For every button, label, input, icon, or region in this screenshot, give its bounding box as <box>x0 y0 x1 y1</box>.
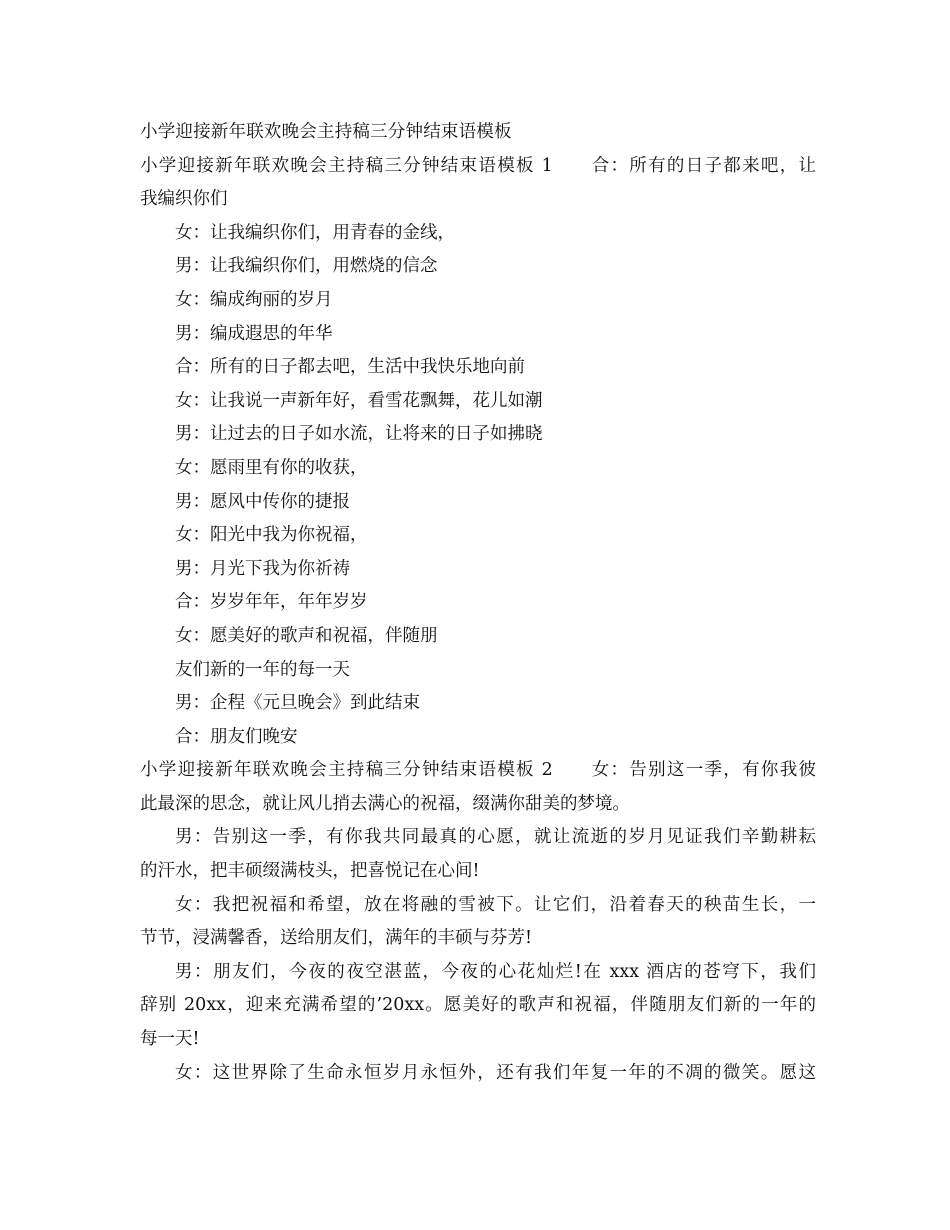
document-title: 小学迎接新年联欢晚会主持稿三分钟结束语模板 <box>140 122 512 142</box>
document-body <box>140 116 816 1090</box>
dialogue-line: 女：愿美好的歌声和祝福，伴随朋 <box>175 625 438 646</box>
dialogue-line: 合：所有的日子都去吧，生活中我快乐地向前 <box>175 357 525 378</box>
paragraph-line: 节节，浸满馨香，送给朋友们，满年的丰硕与芬芳! <box>140 928 533 949</box>
paragraph-line: 女：这世界除了生命永恒岁月永恒外，还有我们年复一年的不凋的微笑。愿这 <box>175 1062 816 1083</box>
paragraph-line: 女：我把祝福和希望，放在将融的雪被下。让它们，沿着春天的秧苗生长，一 <box>175 894 816 915</box>
dialogue-line: 男：愿风中传你的捷报 <box>175 491 350 512</box>
dialogue-line: 友们新的一年的每一天 <box>175 659 350 680</box>
dialogue-line: 男：让我编织你们，用燃烧的信念 <box>175 256 438 277</box>
dialogue-line: 男：月光下我为你祈祷 <box>175 558 350 579</box>
paragraph-line: 辞别 20xx，迎来充满希望的’20xx。愿美好的歌声和祝福，伴随朋友们新的一年的 <box>140 995 816 1016</box>
dialogue-line: 男：编成遐思的年华 <box>175 323 333 344</box>
dialogue-line: 女：让我说一声新年好，看雪花飘舞，花儿如潮 <box>175 390 543 411</box>
paragraph-line: 男：告别这一季，有你我共同最真的心愿，就让流逝的岁月见证我们辛勤耕耘 <box>175 827 816 848</box>
dialogue-line: 合：岁岁年年，年年岁岁 <box>175 592 368 613</box>
paragraph-line: 男：朋友们，今夜的夜空湛蓝，今夜的心花灿烂!在 xxx 酒店的苍穹下，我们 <box>175 961 816 982</box>
section2-heading-line2: 此最深的思念，就让风儿捎去满心的祝福，缀满你甜美的梦境。 <box>140 793 630 814</box>
dialogue-line: 女：让我编织你们，用青春的金线， <box>175 222 455 243</box>
dialogue-line: 女：愿雨里有你的收获， <box>175 457 368 478</box>
dialogue-line: 女：编成绚丽的岁月 <box>175 289 333 310</box>
section1-heading-line1: 小学迎接新年联欢晚会主持稿三分钟结束语模板 1 合：所有的日子都来吧，让 <box>140 155 816 176</box>
section1-heading-line2: 我编织你们 <box>140 189 228 210</box>
dialogue-line: 男：让过去的日子如水流，让将来的日子如拂晓 <box>175 424 543 445</box>
section2-heading-line1: 小学迎接新年联欢晚会主持稿三分钟结束语模板 2 女：告别这一季，有你我彼 <box>140 760 816 781</box>
dialogue-line: 合：朋友们晚安 <box>175 726 298 747</box>
dialogue-line: 女：阳光中我为你祝福， <box>175 525 368 546</box>
paragraph-line: 的汗水，把丰硕缀满枝头，把喜悦记在心间! <box>140 861 480 882</box>
paragraph-line: 每一天! <box>140 1029 200 1050</box>
dialogue-line: 男：企程《元旦晚会》到此结束 <box>175 693 420 714</box>
